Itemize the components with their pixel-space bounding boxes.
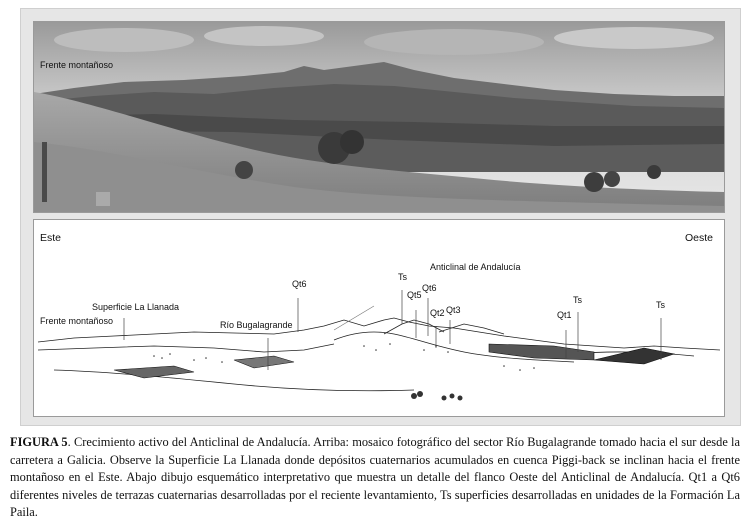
landscape-photo bbox=[34, 22, 724, 212]
label-qt2: Qt2 bbox=[430, 308, 445, 318]
label-ts-right2: Ts bbox=[656, 300, 665, 310]
label-qt5: Qt5 bbox=[407, 290, 422, 300]
label-anticlinal: Anticlinal de Andalucía bbox=[430, 262, 521, 272]
label-qt1: Qt1 bbox=[557, 310, 572, 320]
sketch-drawing bbox=[34, 220, 724, 416]
label-qt3: Qt3 bbox=[446, 305, 461, 315]
caption-text: . Crecimiento activo del Anticlinal de Andalucía. Arriba: mosaico fotográfico del sector Río Bugalagrande tomado hacia el sur desde la carretera a Galicia. Observe la Superficie La Llanada donde depósitos cuaternarios acumulados en cuenca Piggi-back se inclinan hacia el frente montañoso en el Este. Abajo dibujo esquemático interpretativo que muestra un detalle del flanco Oeste del Anticlinal de Andalucía. Qt1 a Qt6 diferentes niveles de terrazas cuaternarias desarrolladas por el reciente levantamiento, Ts superficies desarrolladas en unidades de la Formación La Paila. bbox=[10, 435, 740, 520]
photo-label-front: Frente montañoso bbox=[40, 60, 114, 70]
label-west: Oeste bbox=[685, 232, 714, 244]
label-qt6-left: Qt6 bbox=[292, 279, 307, 289]
label-qt6-mid: Qt6 bbox=[422, 283, 437, 293]
schematic-sketch bbox=[33, 219, 725, 417]
label-rio-bugalagrande: Río Bugalagrande bbox=[220, 320, 293, 330]
figure-frame bbox=[20, 8, 741, 426]
label-east: Este bbox=[40, 232, 62, 244]
label-ts-top: Ts bbox=[398, 272, 407, 282]
label-ts-right1: Ts bbox=[573, 295, 582, 305]
figure-caption bbox=[10, 434, 740, 522]
label-front: Frente montañoso bbox=[40, 316, 114, 326]
photo-mosaic bbox=[33, 21, 725, 213]
label-surface-la-llanada: Superficie La Llanada bbox=[92, 302, 180, 312]
caption-label: FIGURA 5 bbox=[10, 435, 68, 449]
